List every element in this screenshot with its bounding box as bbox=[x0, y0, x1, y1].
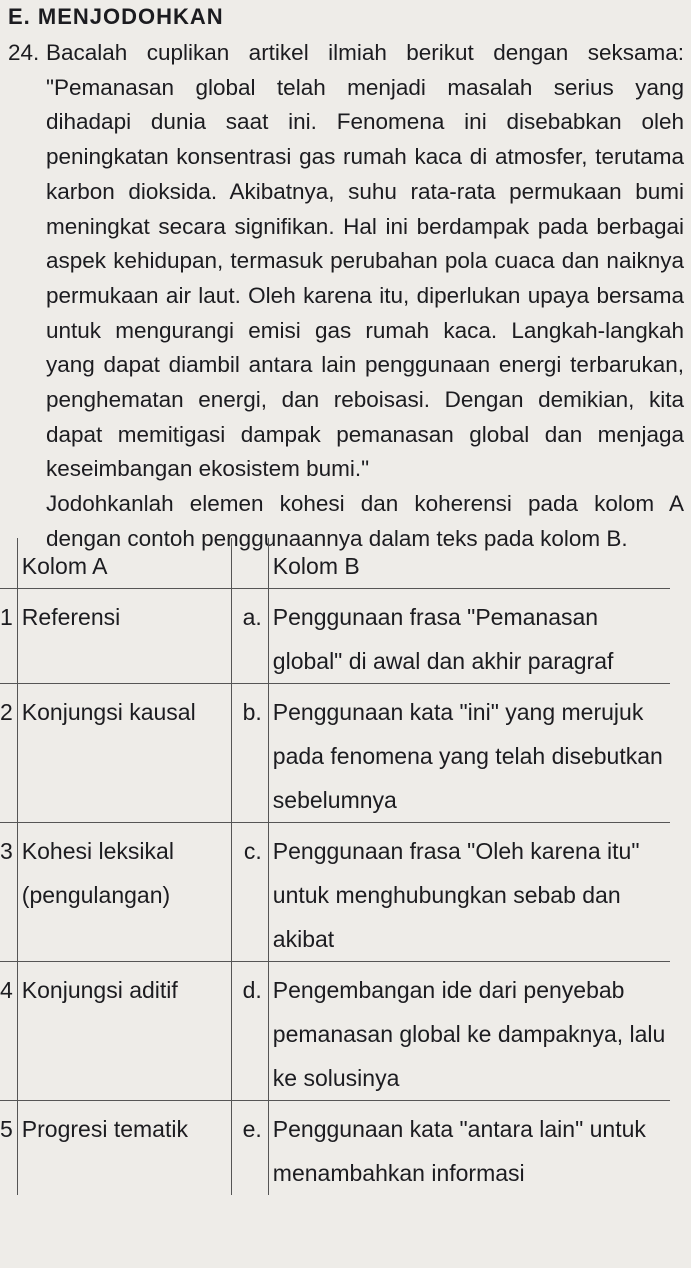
kolom-b-item: Penggunaan frasa "Pemanasan global" di awal dan akhir paragraf bbox=[268, 589, 670, 684]
kolom-b-item: Penggunaan frasa "Oleh karena itu" untuk menghubungkan sebab dan akibat bbox=[268, 823, 670, 962]
table-row bbox=[0, 589, 670, 684]
row-number: 1 bbox=[0, 589, 17, 684]
row-number: 5 bbox=[0, 1101, 17, 1196]
matching-table bbox=[0, 538, 670, 1195]
kolom-a-item: Konjungsi kausal bbox=[17, 684, 231, 823]
kolom-b-letter: b. bbox=[231, 684, 268, 823]
kolom-b-letter: c. bbox=[231, 823, 268, 962]
question-body bbox=[46, 36, 684, 557]
kolom-b-item: Pengembangan ide dari penyebab pemanasan global ke dampaknya, lalu ke solusinya bbox=[268, 962, 670, 1101]
header-letter-cell bbox=[231, 538, 268, 589]
row-number: 4 bbox=[0, 962, 17, 1101]
kolom-b-item: Penggunaan kata "ini" yang merujuk pada fenomena yang telah disebutkan sebelumnya bbox=[268, 684, 670, 823]
table-header-row bbox=[0, 538, 670, 589]
kolom-a-item: Konjungsi aditif bbox=[17, 962, 231, 1101]
table-row bbox=[0, 823, 670, 962]
header-number-cell bbox=[0, 538, 17, 589]
kolom-b-letter: d. bbox=[231, 962, 268, 1101]
header-kolom-b: Kolom B bbox=[268, 538, 670, 589]
question-number: 24. bbox=[8, 40, 40, 65]
kolom-a-item: Kohesi leksikal (pengulangan) bbox=[17, 823, 231, 962]
kolom-a-item: Referensi bbox=[17, 589, 231, 684]
table-row bbox=[0, 684, 670, 823]
kolom-b-letter: e. bbox=[231, 1101, 268, 1196]
row-number: 3 bbox=[0, 823, 17, 962]
table-row bbox=[0, 962, 670, 1101]
kolom-a-item: Progresi tematik bbox=[17, 1101, 231, 1196]
header-kolom-a: Kolom A bbox=[17, 538, 231, 589]
kolom-b-letter: a. bbox=[231, 589, 268, 684]
row-number: 2 bbox=[0, 684, 17, 823]
article-passage: Bacalah cuplikan artikel ilmiah berikut dengan seksama: "Pemanasan global telah menjadi masalah serius yang dihadapi dunia saat ini. Fenomena ini disebabkan oleh peningkatan konsentrasi gas rumah kaca di atmosfer, terutama karbon dioksida. Akibatnya, suhu rata-rata permukaan bumi meningkat secara signifikan. Hal ini berdampak pada berbagai aspek kehidupan, termasuk perubahan pola cuaca dan naiknya permukaan air laut. Oleh karena itu, diperlukan upaya bersama untuk mengurangi emisi gas rumah kaca. Langkah-langkah yang dapat diambil antara lain penggunaan energi terbarukan, penghematan energi, dan reboisasi. Dengan demikian, kita dapat memitigasi dampak pemanasan global dan menjaga keseimbangan ekosistem bumi." bbox=[46, 40, 684, 482]
question-24 bbox=[8, 36, 684, 557]
instruction-text: Jodohkanlah elemen kohesi dan koherensi pada kolom A dengan contoh penggunaannya dalam teks pada kolom B. bbox=[46, 491, 684, 551]
section-title: E. MENJODOHKAN bbox=[8, 4, 224, 29]
table-row bbox=[0, 1101, 670, 1196]
kolom-b-item: Penggunaan kata "antara lain" untuk menambahkan informasi bbox=[272, 1116, 646, 1186]
